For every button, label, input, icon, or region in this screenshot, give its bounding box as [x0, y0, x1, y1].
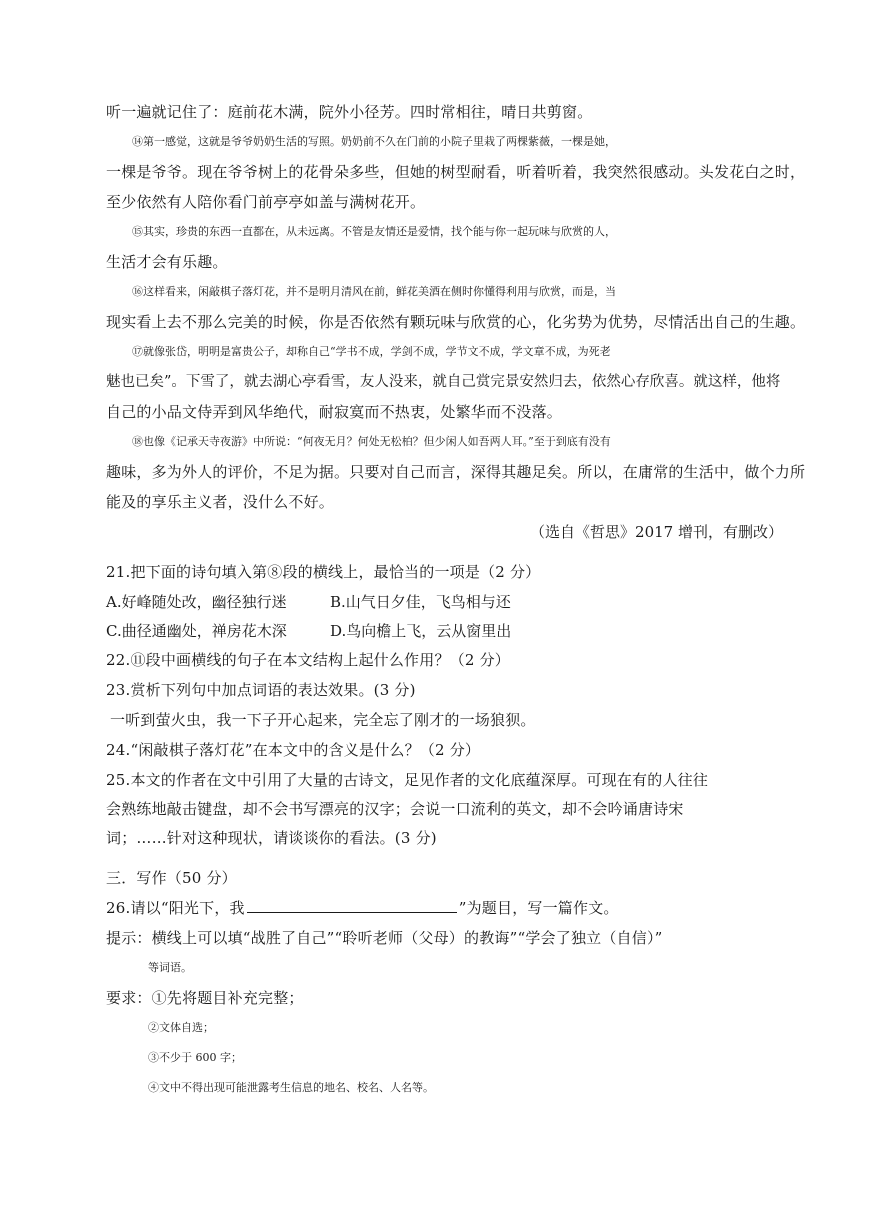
paragraph-14-line-1: ⑭第一感觉，这就是爷爷奶奶生活的写照。奶奶前不久在门前的小院子里栽了两棵紫薇，一棵是她，: [132, 135, 616, 148]
requirement-2: ②文体自选；: [148, 1021, 214, 1034]
question-26-prefix: 26.请以“阳光下，我: [106, 899, 245, 917]
requirement-1: 要求：①先将题目补充完整；: [106, 989, 304, 1007]
question-21-option-d: D.鸟向檐上飞，云从窗里出: [330, 622, 512, 640]
paragraph-16-line-1: ⑯这样看来，闲敲棋子落灯花，并不是明月清风在前，鲜花美酒在侧时你懂得利用与欣赏，而是，当: [132, 285, 616, 298]
question-26: [106, 898, 796, 918]
question-21-option-b: B.山气日夕佳，飞鸟相与还: [330, 593, 511, 611]
title-blank-line: [247, 898, 457, 913]
hint-line-2: 等词语。: [148, 961, 192, 974]
paragraph-14-line-2: 一棵是爷爷。现在爷爷树上的花骨朵多些，但她的树型耐看，听着听着，我突然很感动。头发花白之时，: [106, 163, 806, 181]
paragraph-17-line-2: 魅也已矣”。下雪了，就去湖心亭看雪，友人没来，就自己赏完景安然归去，依然心存欣喜。就这样，他将: [106, 374, 781, 390]
paragraph-18-line-2: 趣味，多为外人的评价，不足为据。只要对自己而言，深得其趣足矣。所以，在庸常的生活中，做个力所: [106, 463, 806, 481]
question-25-line-2: 会熟练地敲击键盘，却不会书写漂亮的汉字；会说一口流利的英文，却不会吟诵唐诗宋: [106, 800, 684, 818]
question-21-option-c: C.曲径通幽处，禅房花木深: [106, 622, 287, 640]
requirement-3: ③不少于 600 字；: [148, 1051, 242, 1064]
paragraph-17-line-3: 自己的小品文侍弄到风华绝代，耐寂寞而不热衷，处繁华而不没落。: [106, 403, 563, 421]
question-26-suffix: ”为题目，写一篇作文。: [458, 899, 619, 917]
paragraph-13-continuation: 听一遍就记住了：庭前花木满，院外小径芳。四时常相往，晴日共剪窗。: [106, 103, 593, 121]
question-23: 23.赏析下列句中加点词语的表达效果。(3 分): [106, 681, 416, 699]
question-24: 24.“闲敲棋子落灯花”在本文中的含义是什么？（2 分）: [106, 741, 481, 759]
hint-line-1: 提示：横线上可以填“战胜了自己”“聆听老师（父母）的教诲”“学会了独立（自信）”: [106, 929, 663, 947]
requirement-4: ④文中不得出现可能泄露考生信息的地名、校名、人名等。: [148, 1081, 434, 1094]
question-21-option-a: A.好峰随处改，幽径独行迷: [106, 593, 287, 611]
paragraph-16-line-2: 现实看上去不那么完美的时候，你是否依然有颗玩味与欣赏的心，化劣势为优势，尽情活出自己的生趣。: [106, 313, 806, 331]
question-25-line-1: 25.本文的作者在文中引用了大量的古诗文，足见作者的文化底蕴深厚。可现在有的人往往: [106, 771, 709, 789]
paragraph-14-line-3: 至少依然有人陪你看门前亭亭如盖与满树花开。: [106, 193, 426, 211]
paragraph-15-line-2: 生活才会有乐趣。: [106, 253, 228, 271]
paragraph-15-line-1: ⑮其实，珍贵的东西一直都在，从未远离。不管是友情还是爱情，找个能与你一起玩味与欣赏的人，: [132, 225, 616, 238]
writing-section-heading: 三．写作（50 分）: [106, 869, 237, 887]
question-23-sentence: 一听到萤火虫，我一下子开心起来，完全忘了刚才的一场狼狈。: [110, 711, 536, 729]
question-22: 22.⑪段中画横线的句子在本文结构上起什么作用？（2 分）: [106, 651, 510, 669]
question-21: 21.把下面的诗句填入第⑧段的横线上，最恰当的一项是（2 分）: [106, 563, 541, 581]
paragraph-18-line-3: 能及的享乐主义者，没什么不好。: [106, 493, 335, 511]
paragraph-17-line-1: ⑰就像张岱，明明是富贵公子，却称自己“学书不成，学剑不成，学节文不成，学文章不成，为死老: [132, 345, 611, 358]
question-25-line-3: 词；……针对这种现状，请谈谈你的看法。(3 分): [106, 829, 437, 847]
article-source: （选自《哲思》2017 增刊，有删改）: [530, 523, 783, 541]
paragraph-18-line-1: ⑱也像《记承天寺夜游》中所说：“何夜无月？何处无松柏？但少闲人如吾两人耳。”至于到底有没有: [132, 435, 611, 448]
